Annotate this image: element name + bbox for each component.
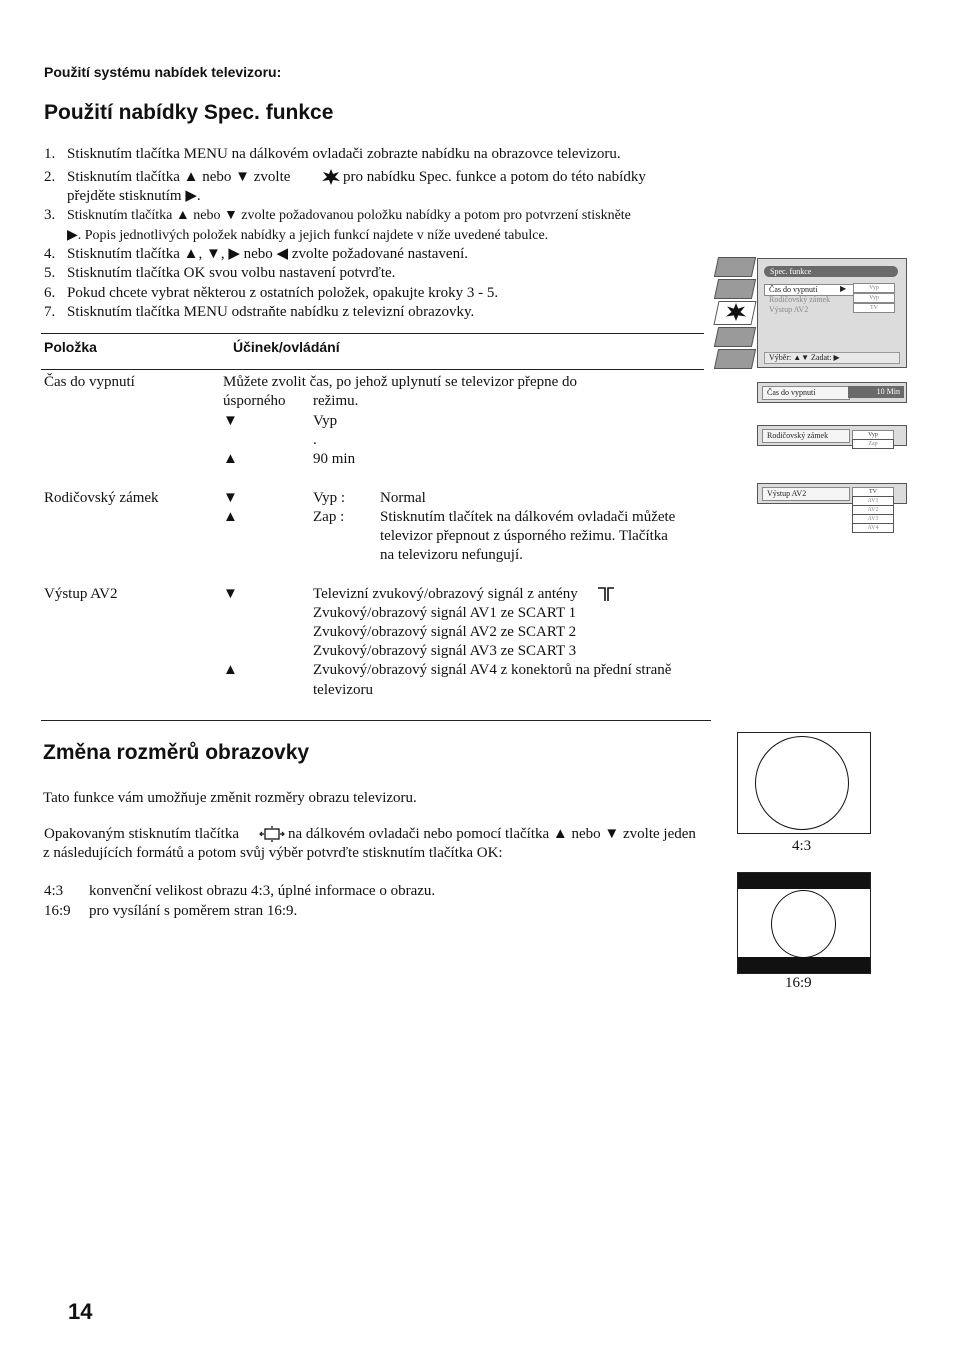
- up-arrow: ▲: [223, 451, 238, 467]
- instruction-text: na dálkovém ovladači nebo pomocí tlačítka ▲ nebo ▼ zvolte jeden: [288, 826, 696, 842]
- osd-item: Výstup AV2: [769, 305, 809, 314]
- osd-option: Vyp: [852, 430, 894, 440]
- av2-option: Zvukový/obrazový signál AV1 ze SCART 1: [313, 605, 577, 621]
- page-number: 14: [68, 1299, 93, 1324]
- step-number: 6.: [44, 285, 56, 301]
- table-header-effect: Účinek/ovládání: [233, 339, 340, 355]
- menu-tab-sound: [714, 279, 756, 299]
- letterbox-bar: [738, 873, 870, 889]
- row-item-av2: Výstup AV2: [44, 586, 118, 602]
- osd-sleep-panel: [757, 382, 907, 403]
- osd-footer: Výběr: ▲▼ Zadat: ▶: [764, 352, 900, 364]
- instruction-text: z následujících formátů a potom svůj výběr potvrďte stisknutím tlačítka OK:: [43, 845, 503, 861]
- down-arrow: ▼: [223, 490, 238, 506]
- caption-169: 16:9: [785, 975, 812, 991]
- section-title: Použití nabídky Spec. funkce: [44, 101, 334, 124]
- caption-43: 4:3: [792, 838, 812, 854]
- format-169-screen: [737, 872, 871, 974]
- option-desc: Normal: [380, 490, 426, 506]
- step-number: 7.: [44, 304, 56, 320]
- value-min: Vyp: [313, 413, 338, 429]
- menu-tab-picture: [714, 257, 756, 277]
- format-key: 4:3: [44, 883, 64, 899]
- option-key: Zap :: [313, 509, 345, 525]
- up-arrow: ▲: [223, 662, 238, 678]
- option-desc: televizor přepnout z úsporného režimu. Tlačítka: [380, 528, 668, 544]
- circle-shape: [771, 890, 836, 958]
- row-desc: Můžete zvolit čas, po jehož uplynutí se televizor přepne do: [223, 374, 578, 390]
- menu-tab-list: [714, 349, 756, 369]
- table-header-item: Položka: [44, 339, 97, 355]
- format-desc: pro vysílání s poměrem stran 16:9.: [89, 903, 298, 919]
- format-key: 16:9: [44, 903, 71, 919]
- osd-value: 10 Min: [848, 386, 904, 398]
- section-title: Změna rozměrů obrazovky: [43, 741, 310, 764]
- down-arrow: ▼: [223, 413, 238, 429]
- av2-option: Zvukový/obrazový signál AV4 z konektorů na přední straně: [313, 662, 672, 678]
- osd-option: Zap: [852, 439, 894, 449]
- antenna-icon: [597, 586, 615, 607]
- circle-shape: [755, 736, 849, 830]
- table-bottom-rule: [41, 720, 711, 721]
- osd-value: TV: [853, 303, 895, 313]
- osd-label: Čas do vypnutí: [762, 386, 850, 400]
- row-item-lock: Rodičovský zámek: [44, 490, 159, 506]
- option-desc: na televizoru nefungují.: [380, 547, 523, 563]
- av2-option: Zvukový/obrazový signál AV3 ze SCART 3: [313, 643, 577, 659]
- osd-lock-panel: [757, 425, 907, 446]
- row-desc: úsporného: [223, 393, 286, 409]
- step-number: 4.: [44, 246, 56, 262]
- av2-option: Zvukový/obrazový signál AV2 ze SCART 2: [313, 624, 577, 640]
- special-functions-icon: [321, 168, 341, 191]
- step-text: přejděte stisknutím ▶.: [67, 188, 201, 204]
- osd-main-menu: [757, 258, 907, 368]
- step-text: Stisknutím tlačítka ▲ nebo ▼ zvolte: [67, 169, 291, 185]
- step-text: Stisknutím tlačítka OK svou volbu nastavení potvrďte.: [67, 265, 396, 281]
- osd-option: AV2: [852, 505, 894, 515]
- osd-label: Rodičovský zámek: [762, 429, 850, 443]
- table-header-rule: [41, 369, 704, 370]
- osd-value: Vyp: [853, 293, 895, 303]
- step-text: Pokud chcete vybrat některou z ostatních položek, opakujte kroky 3 - 5.: [67, 285, 499, 301]
- special-functions-icon: [724, 302, 748, 327]
- section-label: Použití systému nabídek televizoru:: [44, 64, 282, 80]
- step-text: Stisknutím tlačítka ▲ nebo ▼ zvolte požadovanou položku nabídky a potom pro potvrzení stiskněte: [67, 208, 631, 223]
- osd-title: Spec. funkce: [764, 266, 898, 277]
- down-arrow: ▼: [223, 586, 238, 602]
- instruction-text: Opakovaným stisknutím tlačítka: [44, 826, 239, 842]
- option-desc: Stisknutím tlačítek na dálkovém ovladači můžete: [380, 509, 676, 525]
- step-number: 5.: [44, 265, 56, 281]
- letterbox-bar: [738, 957, 870, 973]
- row-item-sleep: Čas do vypnutí: [44, 374, 135, 390]
- osd-av2-panel: [757, 483, 907, 531]
- menu-tab-setup: [714, 327, 756, 347]
- osd-item-selected: Čas do vypnutí: [764, 284, 854, 296]
- osd-option: AV1: [852, 496, 894, 506]
- step-number: 1.: [44, 146, 56, 162]
- step-number: 2.: [44, 169, 56, 185]
- osd-option: AV4: [852, 523, 894, 533]
- osd-label: Výstup AV2: [762, 487, 850, 501]
- osd-option: AV3: [852, 514, 894, 524]
- osd-item: Rodičovský zámek: [769, 295, 831, 304]
- step-text: pro nabídku Spec. funkce a potom do této nabídky: [343, 169, 646, 185]
- step-text: Stisknutím tlačítka MENU odstraňte nabídku z televizní obrazovky.: [67, 304, 475, 320]
- step-number: 3.: [44, 207, 56, 223]
- osd-item-arrow: ▶: [840, 284, 847, 293]
- step-text: Stisknutím tlačítka MENU na dálkovém ovladači zobrazte nabídku na obrazovce televizoru.: [67, 146, 621, 162]
- value-max: 90 min: [313, 451, 356, 467]
- intro-text: Tato funkce vám umožňuje změnit rozměry obrazu televizoru.: [43, 790, 417, 806]
- format-43-screen: [737, 732, 871, 834]
- osd-option: TV: [852, 487, 894, 497]
- step-text: ▶. Popis jednotlivých položek nabídky a jejich funkcí najdete v níže uvedené tabulce.: [67, 228, 549, 243]
- osd-value: Vyp: [853, 283, 895, 293]
- value-dot: .: [313, 432, 317, 448]
- row-desc: režimu.: [313, 393, 359, 409]
- up-arrow: ▲: [223, 509, 238, 525]
- step-text: Stisknutím tlačítka ▲, ▼, ▶ nebo ◀ zvolte požadované nastavení.: [67, 246, 469, 262]
- option-key: Vyp :: [313, 490, 346, 506]
- av2-option: Televizní zvukový/obrazový signál z antény: [313, 586, 578, 602]
- av2-option: televizoru: [313, 682, 373, 698]
- table-top-rule: [41, 333, 704, 334]
- format-desc: konvenční velikost obrazu 4:3, úplné informace o obrazu.: [89, 883, 436, 899]
